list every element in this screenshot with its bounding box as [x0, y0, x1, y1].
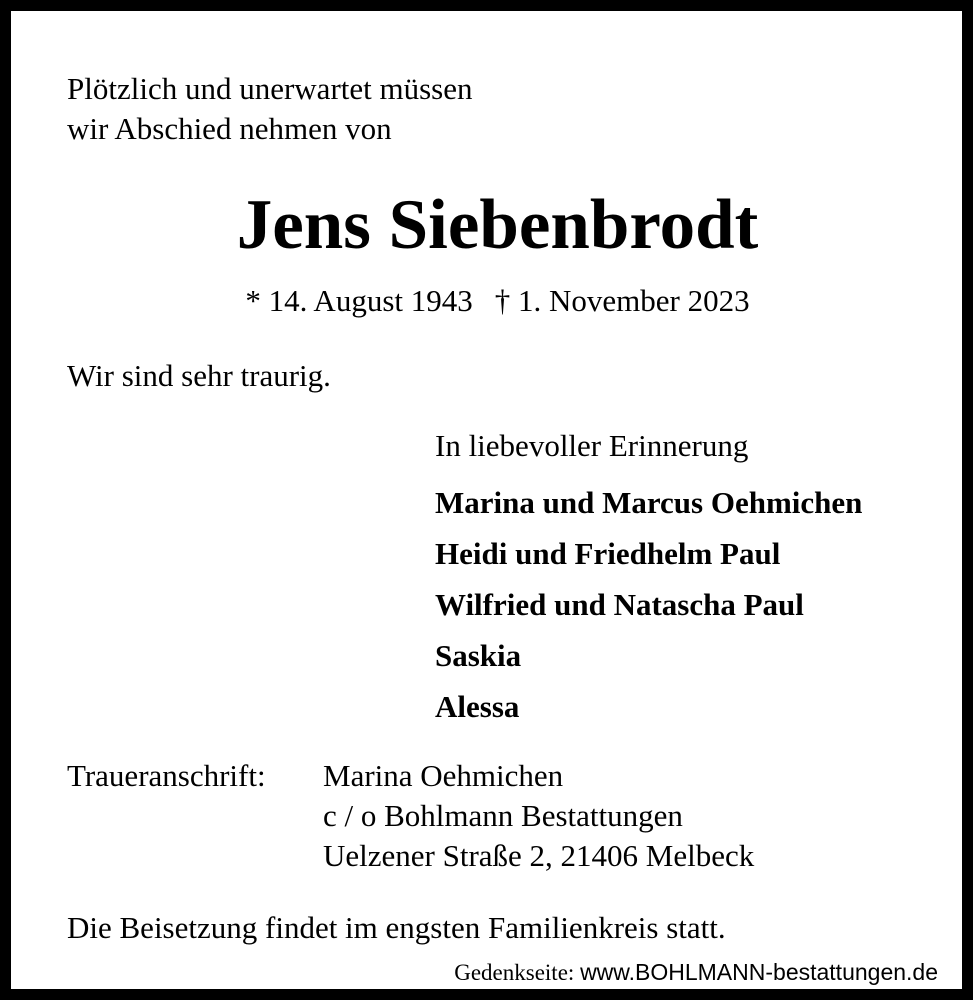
intro-text	[67, 69, 473, 149]
mourner-name: Marina und Marcus Oehmichen	[435, 485, 863, 520]
death-date: † 1. November 2023	[494, 283, 750, 318]
memory-heading: In liebevoller Erinnerung	[435, 428, 749, 463]
memorial-page-link[interactable]: www.BOHLMANN-bestattungen.de	[580, 959, 938, 985]
mourner-name: Alessa	[435, 689, 520, 724]
mourner-name: Heidi und Friedhelm Paul	[435, 536, 781, 571]
address-line: c / o Bohlmann Bestattungen	[323, 798, 683, 833]
memorial-page-label: Gedenkseite:	[454, 960, 575, 985]
address-line: Marina Oehmichen	[323, 758, 564, 793]
deceased-name: Jens Siebenbrodt	[236, 186, 759, 264]
address-block	[323, 756, 754, 876]
mourners-list	[435, 477, 862, 732]
sentiment-text: Wir sind sehr traurig.	[67, 358, 331, 393]
mourner-name: Saskia	[435, 638, 522, 673]
burial-note: Die Beisetzung findet im engsten Familienkreis statt.	[67, 910, 726, 945]
intro-line-1: Plötzlich und unerwartet müssen	[67, 71, 473, 106]
address-label: Traueranschrift:	[67, 758, 266, 793]
birth-date: * 14. August 1943	[245, 283, 473, 318]
life-dates	[11, 281, 973, 321]
memorial-page	[454, 957, 938, 988]
address-line: Uelzener Straße 2, 21406 Melbeck	[323, 838, 755, 873]
mourner-name: Wilfried und Natascha Paul	[435, 587, 804, 622]
intro-line-2: wir Abschied nehmen von	[67, 111, 392, 146]
